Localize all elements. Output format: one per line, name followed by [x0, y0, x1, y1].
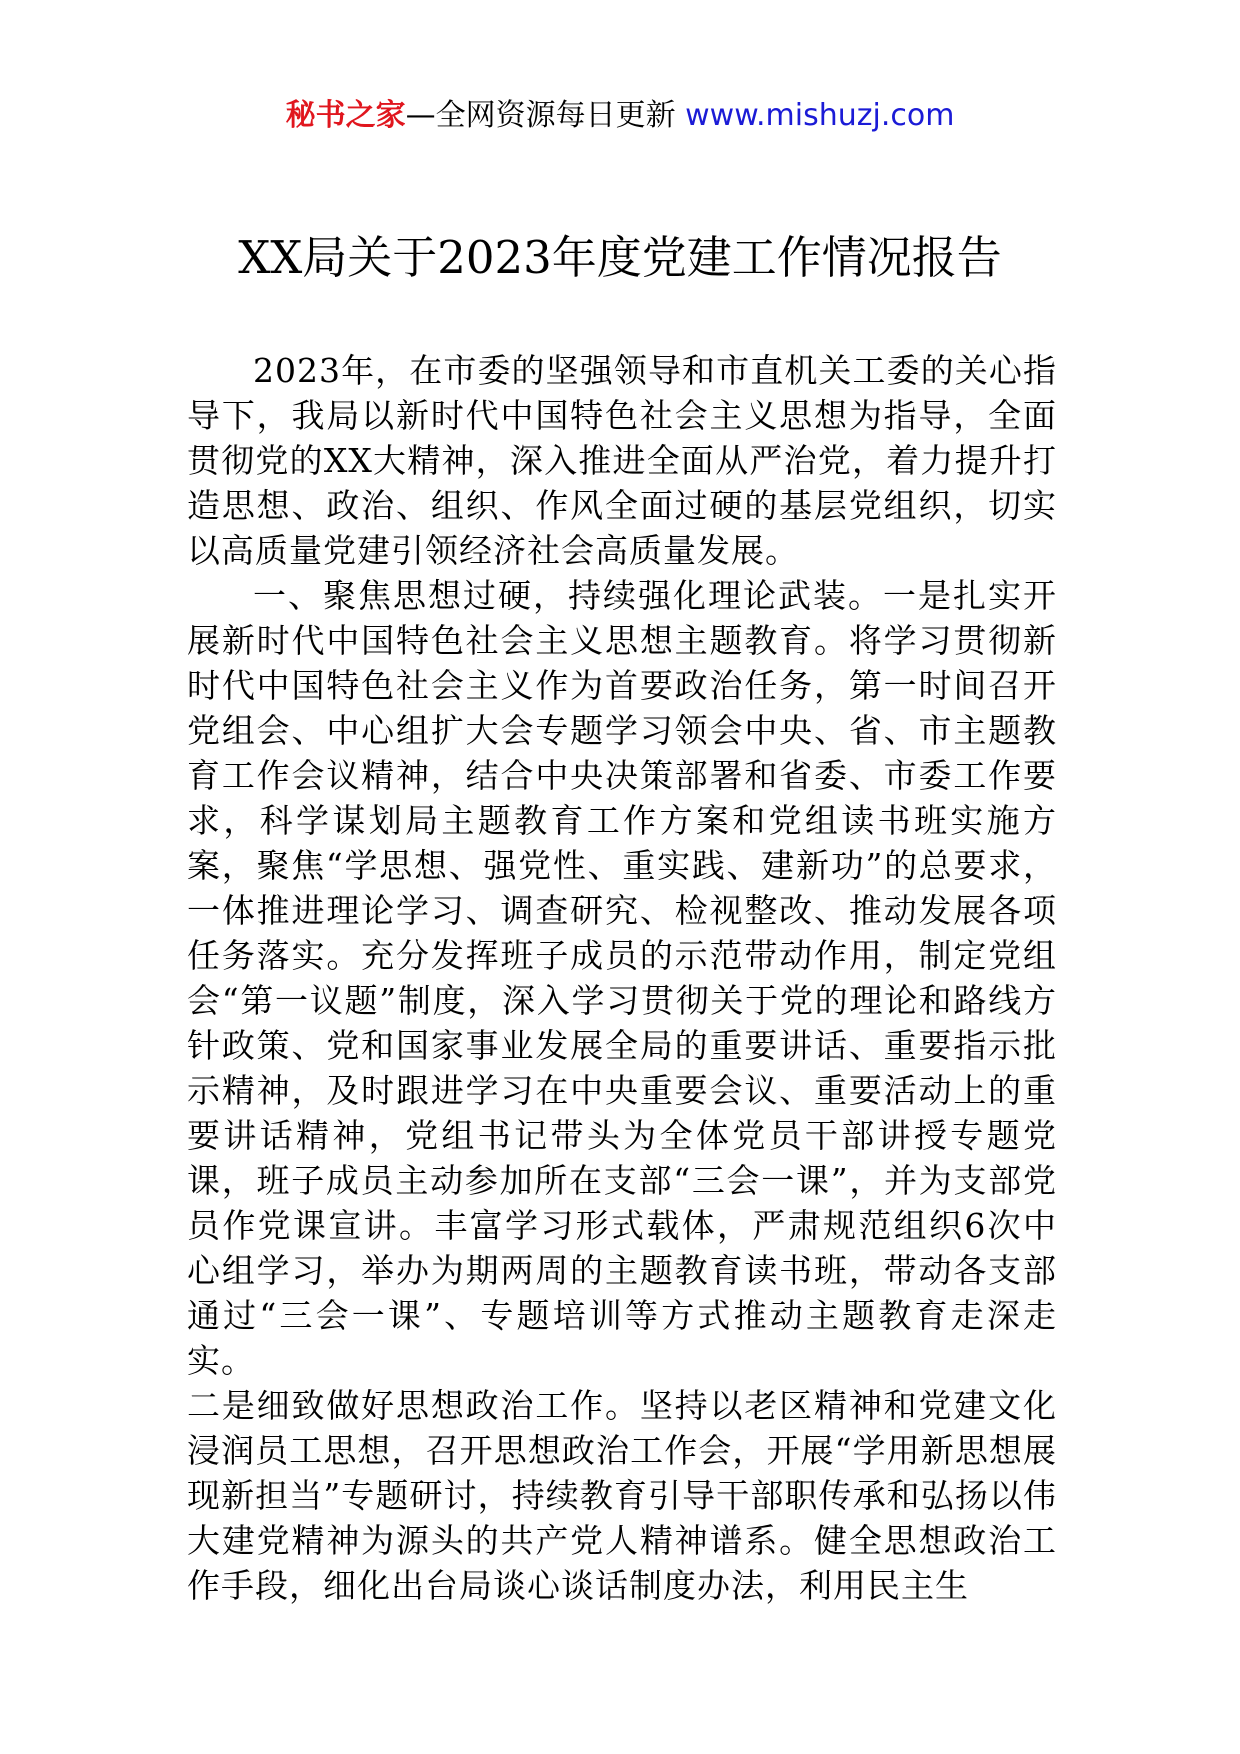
paragraph-section-one-part-two: 二是细致做好思想政治工作。坚持以老区精神和党建文化浸润员工思想，召开思想政治工作会，开展“学用新思想展现新担当”专题研讨，持续教育引导干部职传承和弘扬以伟大建党精神为源头的共产党人精神谱系。健全思想政治工作手段，细化出台局谈心谈话制度办法，利用民主生: [187, 1386, 1057, 1605]
site-banner: [0, 96, 1240, 136]
paragraph-intro: 2023年，在市委的坚强领导和市直机关工委的关心指导下，我局以新时代中国特色社会主义思想为指导，全面贯彻党的XX大精神，深入推进全面从严治党，着力提升打造思想、政治、组织、作风全面过硬的基层党组织，切实以高质量党建引领经济社会高质量发展。: [187, 351, 1057, 570]
site-url-link[interactable]: www.mishuzj.com: [685, 98, 955, 133]
document-body: [187, 348, 1057, 1608]
paragraph-section-one: 一、聚焦思想过硬，持续强化理论武装。一是扎实开展新时代中国特色社会主义思想主题教育。将学习贯彻新时代中国特色社会主义作为首要政治任务，第一时间召开党组会、中心组扩大会专题学习领会中央、省、市主题教育工作会议精神，结合中央决策部署和省委、市委工作要求，科学谋划局主题教育工作方案和党组读书班实施方案，聚焦“学思想、强党性、重实践、建新功”的总要求，一体推进理论学习、调查研究、检视整改、推动发展各项任务落实。充分发挥班子成员的示范带动作用，制定党组会“第一议题”制度，深入学习贯彻关于党的理论和路线方针政策、党和国家事业发展全局的重要讲话、重要指示批示精神，及时跟进学习在中央重要会议、重要活动上的重要讲话精神，党组书记带头为全体党员干部讲授专题党课，班子成员主动参加所在支部“三会一课”，并为支部党员作党课宣讲。丰富学习形式载体，严肃规范组织6次中心组学习，举办为期两周的主题教育读书班，带动各支部通过“三会一课”、专题培训等方式推动主题教育走深走实。: [187, 576, 1057, 1380]
document-title: XX局关于2023年度党建工作情况报告: [238, 231, 1002, 284]
site-tagline: —全网资源每日更新: [405, 98, 676, 133]
site-brand-name: 秘书之家: [285, 98, 406, 133]
